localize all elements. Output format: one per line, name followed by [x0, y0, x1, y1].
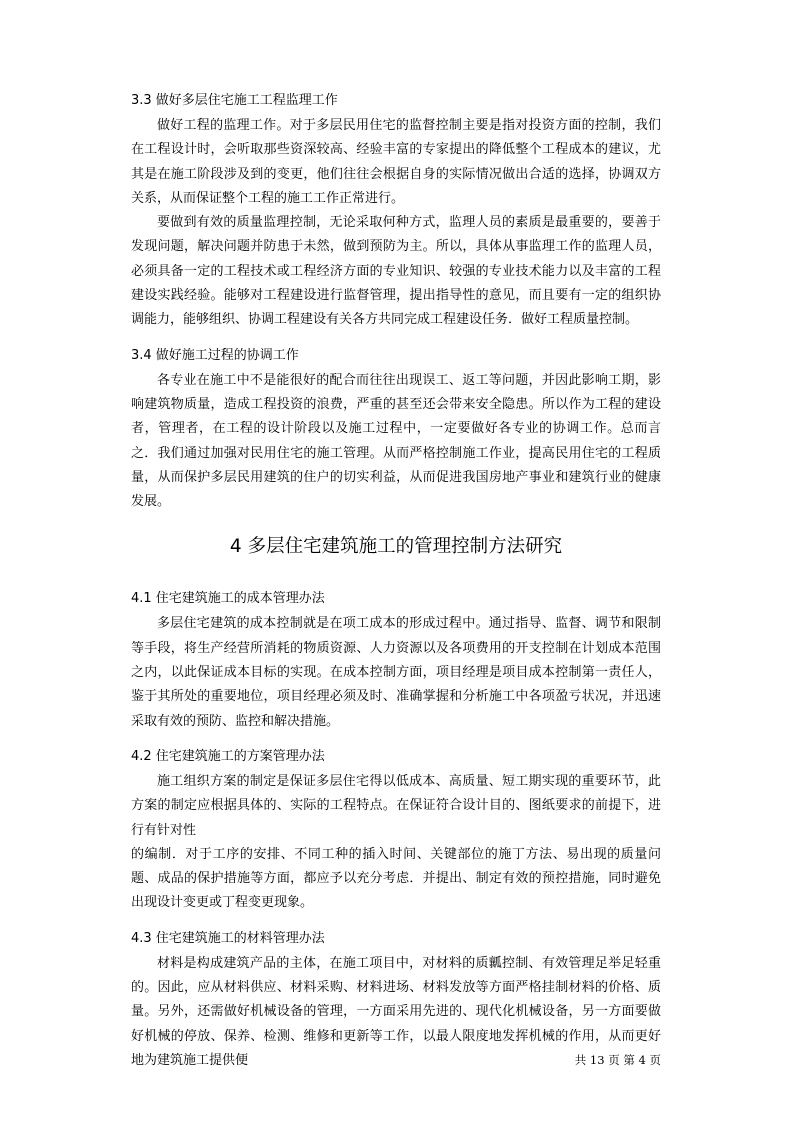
paragraph-continued: 的编制．对于工序的安排、不同工种的插入时间、关键部位的施丁方法、易出现的质量问题、成品的保护措施等方面，都应予以充分考虑．并提出、制定有效的预控措施，同时避免出现设计变更或丁程变更现象。 — [131, 846, 661, 911]
chapter-title: 4 多层住宅建筑施工的管理控制方法研究 — [229, 536, 563, 558]
paragraph: 各专业在施工中不是能很好的配合而往往出现误工、返工等问题，并因此影响工期，影响建筑物质量，造成工程投资的浪费，严重的甚至还会带来安全隐患。所以作为工程的建设者，管理者，在工程的设计阶段以及施工过程中，一定要做好各专业的协调工作。总而言之．我们通过加强对民用住宅的施工管理。从而严格控制施工作业，提高民用住宅的工程质量，从而保护多层民用建筑的住户的切实利益，从而促进我国房地产事业和建筑行业的健康发展。 — [131, 372, 661, 510]
paragraph: 施工组织方案的制定是保证多层住宅得以低成本、高质量、短工期实现的重要环节，此方案的制定应根据具体的、实际的工程特点。在保证符合设计目的、图纸要求的前提下，进行有针对性 — [131, 773, 661, 838]
section-heading-3-4: 3.4 做好施工过程的协调工作 — [131, 347, 299, 363]
paragraph: 做好工程的监理工作。对于多层民用住宅的监督控制主要是指对投资方面的控制，我们在工程设计时，会听取那些资深较高、经验丰富的专家提出的降低整个工程成本的建议，尤其是在施工阶段涉及到的变更，他们往往会根据自身的实际情况做出合适的选择，协调双方关系，从而保证整个工程的施工工作正常进行。 — [131, 118, 661, 206]
section-heading-4-3: 4.3 住宅建筑施工的材料管理办法 — [131, 930, 325, 946]
paragraph: 材料是构成建筑产品的主体，在施工项目中，对材料的质瓤控制、有效管理足举足轻重的。因此，应从材料供应、材料采购、材料进场、材料发放等方面严格挂制材料的价格、质量。另外，还需做好机械设备的管理，一方面采用先进的、现代化机械设备，另一方面要做好机械的停放、保养、检测、维修和更新等工作，以最人限度地发挥机械的作用，从而更好地为建筑施工提供便 — [131, 955, 661, 1068]
section-heading-4-1: 4.1 住宅建筑施工的成本管理办法 — [131, 591, 325, 607]
paragraph: 多层住宅建筑的成本控制就是在项工成本的形成过程中。通过指导、监督、调节和限制等手段，将生产经营所消耗的物质资源、人力资源以及各项费用的开支控制在计划成本范围之内，以此保证成本目标的实现。在成本控制方面，项目经理是项目成本控制第一责任人，鉴于其所处的重要地位，项目经理必须及时、准确掌握和分析施工中各项盈亏状况，并迅速采取有效的预防、监控和解决措施。 — [131, 616, 661, 729]
paragraph: 要做到有效的质量监理控制，无论采取何种方式，监理人员的素质是最重要的，要善于发现问题，解决问题并防患于未然，做到预防为主。所以，具体从事监理工作的监理人员，必须具备一定的工程技术或工程经济方面的专业知识、较强的专业技术能力以及丰富的工程建设实践经验。能够对工程建设进行监督管理，提出指导性的意见，而且要有一定的组织协调能力，能够组织、协调工程建设有关各方共同完成工程建设任务．做好工程质量控制。 — [131, 215, 661, 328]
page-content — [131, 90, 661, 1073]
page-footer: 共 13 页 第 4 页 — [574, 1053, 661, 1067]
section-heading-4-2: 4.2 住宅建筑施工的方案管理办法 — [131, 748, 325, 764]
section-heading-3-3: 3.3 做好多层住宅施工工程监理工作 — [131, 93, 338, 108]
